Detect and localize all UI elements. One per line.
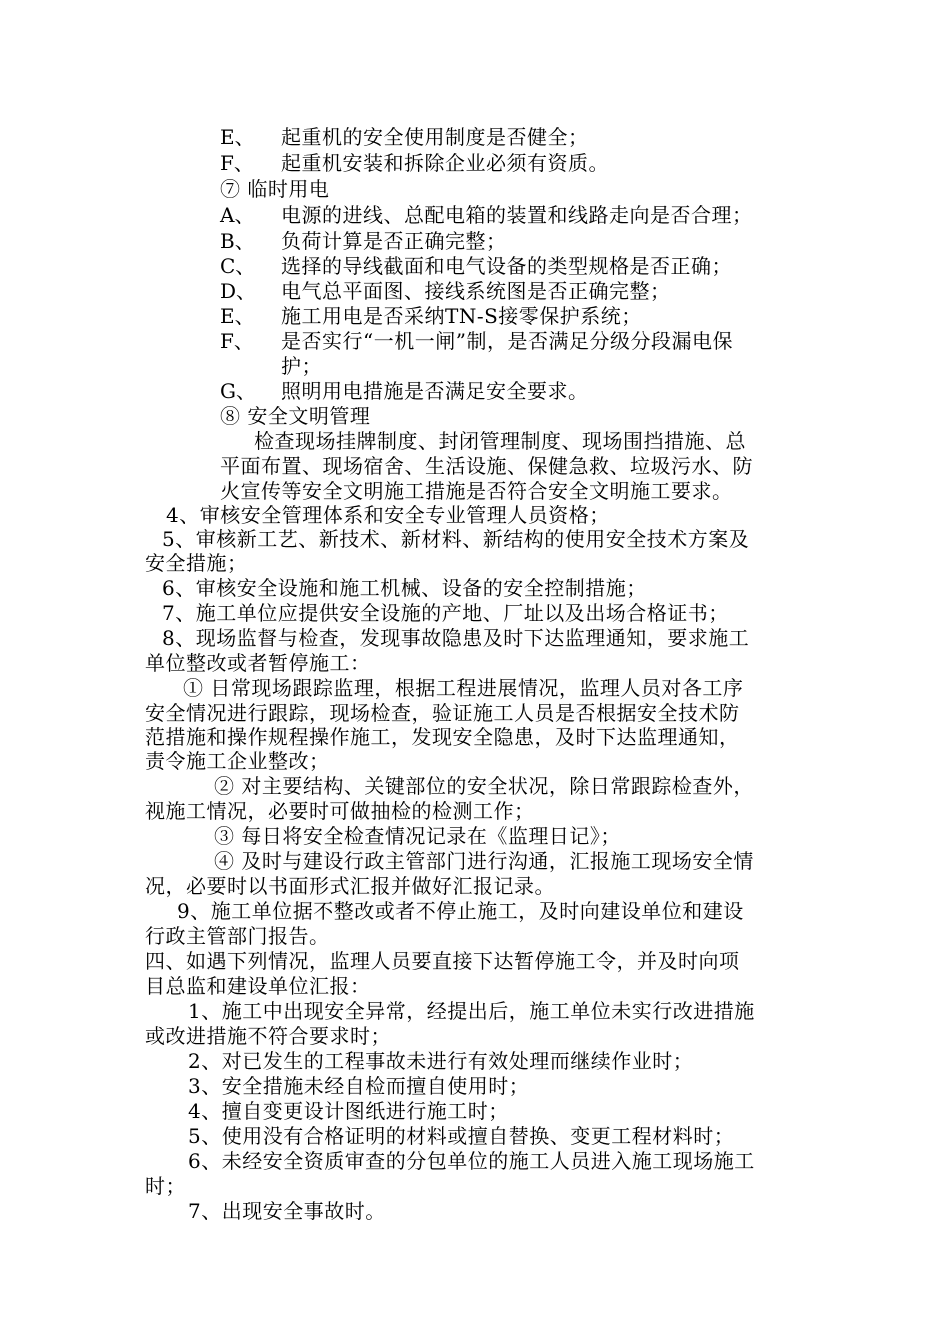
paragraph-line: 5、审核新工艺、新技术、新材料、新结构的使用安全技术方案及 (162, 527, 750, 551)
paragraph-line: ① 日常现场跟踪监理，根据工程进展情况，监理人员对各工序 (183, 676, 744, 700)
paragraph-line: 时； (145, 1174, 186, 1198)
list-item-text: 选择的导线截面和电气设备的类型规格是否正确； (281, 254, 732, 278)
paragraph-line: 安全措施； (145, 551, 248, 575)
list-marker: E、 (220, 304, 255, 328)
paragraph-line: 平面布置、现场宿舍、生活设施、保健急救、垃圾污水、防 (220, 454, 753, 478)
list-item-text: 施工用电是否采纳TN-S接零保护系统； (281, 304, 642, 328)
section-heading: ⑦ 临时用电 (220, 177, 330, 201)
list-marker: G、 (220, 379, 256, 403)
paragraph-line: 检查现场挂牌制度、封闭管理制度、现场围挡措施、总 (254, 429, 746, 453)
list-item-text: 负荷计算是否正确完整； (281, 229, 507, 253)
list-marker: E、 (220, 125, 255, 149)
list-marker: F、 (220, 151, 254, 175)
paragraph-line: 1、施工中出现安全异常，经提出后，施工单位未实行改进措施 (188, 999, 755, 1023)
paragraph-line: 2、对已发生的工程事故未进行有效处理而继续作业时； (188, 1049, 694, 1073)
paragraph-line: 单位整改或者暂停施工： (145, 651, 371, 675)
paragraph-line: 8、现场监督与检查，发现事故隐患及时下达监理通知，要求施工 (162, 626, 750, 650)
paragraph-line: ③ 每日将安全检查情况记录在《监理日记》； (214, 824, 621, 848)
paragraph-line: 视施工情况，必要时可做抽检的检测工作； (145, 799, 535, 823)
list-item-text: 护； (281, 354, 322, 378)
paragraph-line: 5、使用没有合格证明的材料或擅自替换、变更工程材料时； (188, 1124, 735, 1148)
paragraph-line: 7、施工单位应提供安全设施的产地、厂址以及出场合格证书； (162, 601, 729, 625)
paragraph-line: 或改进措施不符合要求时； (145, 1024, 391, 1048)
paragraph-line: 安全情况进行跟踪，现场检查，验证施工人员是否根据安全技术防 (145, 701, 740, 725)
list-marker: D、 (220, 279, 257, 303)
paragraph-line: ④ 及时与建设行政主管部门进行沟通，汇报施工现场安全情 (214, 849, 754, 873)
section-heading: ⑧ 安全文明管理 (220, 404, 371, 428)
list-item-text: 起重机的安全使用制度是否健全； (281, 125, 589, 149)
paragraph-line: 7、出现安全事故时。 (188, 1199, 386, 1223)
list-marker: B、 (220, 229, 255, 253)
list-item-text: 照明用电措施是否满足安全要求。 (281, 379, 589, 403)
paragraph-line: 3、安全措施未经自检而擅自使用时； (188, 1074, 530, 1098)
paragraph-line: 6、审核安全设施和施工机械、设备的安全控制措施； (162, 576, 647, 600)
list-marker: A、 (220, 203, 255, 227)
list-marker: F、 (220, 329, 254, 353)
paragraph-line: 行政主管部门报告。 (145, 924, 330, 948)
paragraph-line: 6、未经安全资质审查的分包单位的施工人员进入施工现场施工 (188, 1149, 755, 1173)
paragraph-line: ② 对主要结构、关键部位的安全状况，除日常跟踪检查外， (214, 774, 754, 798)
paragraph-line: 目总监和建设单位汇报： (145, 974, 371, 998)
paragraph-line: 四、如遇下列情况，监理人员要直接下达暂停施工令，并及时向项 (145, 949, 740, 973)
paragraph-line: 范措施和操作规程操作施工，发现安全隐患，及时下达监理通知， (145, 725, 740, 749)
paragraph-line: 4、擅自变更设计图纸进行施工时； (188, 1099, 509, 1123)
list-item-text: 电源的进线、总配电箱的装置和线路走向是否合理； (281, 203, 753, 227)
paragraph-line: 火宣传等安全文明施工措施是否符合安全文明施工要求。 (220, 479, 733, 503)
paragraph-line: 4、审核安全管理体系和安全专业管理人员资格； (166, 503, 610, 527)
paragraph-line: 9、施工单位据不整改或者不停止施工，及时向建设单位和建设 (177, 899, 744, 923)
list-item-text: 电气总平面图、接线系统图是否正确完整； (281, 279, 671, 303)
paragraph-line: 责令施工企业整改； (145, 749, 330, 773)
paragraph-line: 况，必要时以书面形式汇报并做好汇报记录。 (145, 874, 555, 898)
list-item-text: 起重机安装和拆除企业必须有资质。 (281, 151, 609, 175)
list-item-text: 是否实行“一机一闸”制，是否满足分级分段漏电保 (281, 329, 733, 353)
list-marker: C、 (220, 254, 256, 278)
